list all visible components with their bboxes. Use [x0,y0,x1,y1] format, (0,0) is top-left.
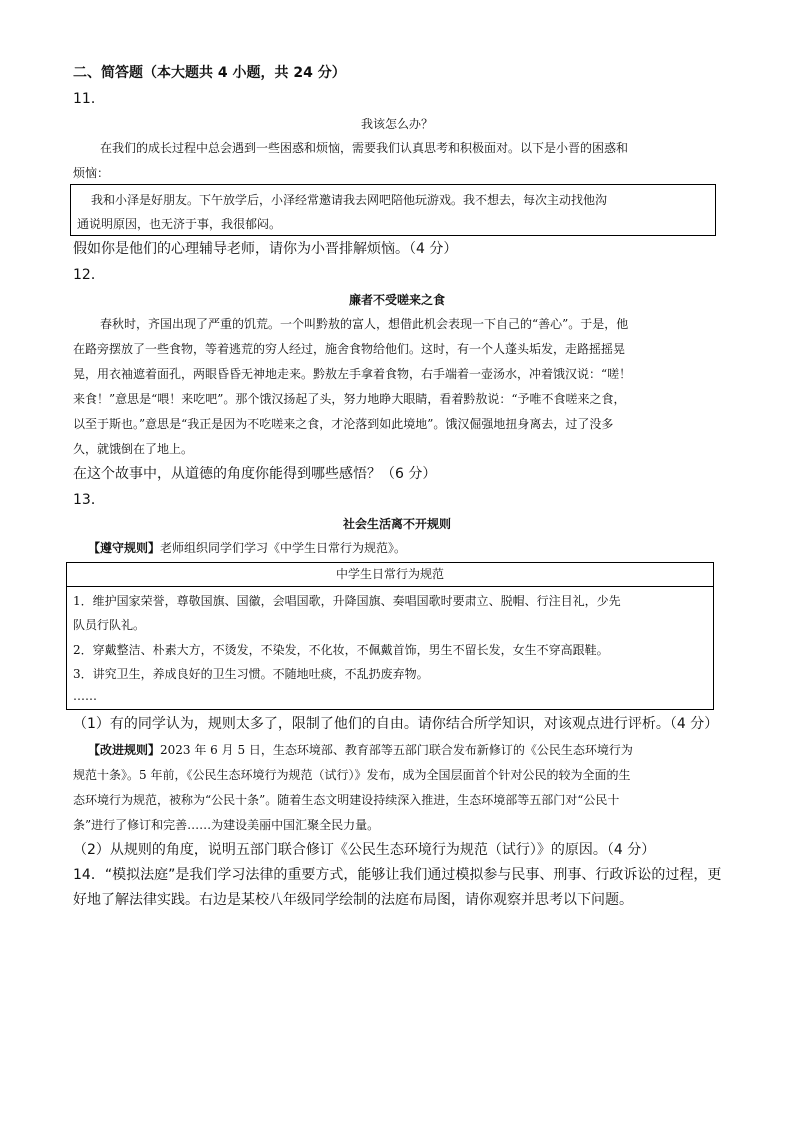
q11-question: 假如你是他们的心理辅导老师，请你为小晋排解烦恼。（4 分） [73,241,458,257]
q12-story-line-3: 晃，用衣袖遮着面孔，两眼昏昏无神地走来。黔敖左手拿着食物，右手端着一壶汤水，冲着饿汉说：“嗟！ [73,367,632,381]
q13-rule2-line-1 [88,744,633,756]
q13-subquestion-1: （1）有的同学认为，规则太多了，限制了他们的自由。请你结合所学知识，对该观点进行评析。（4 分） [73,716,719,732]
section-title: 二、简答题（本大题共 4 小题，共 24 分） [73,65,346,81]
q13-title: 社会生活离不开规则 [342,517,451,531]
q11-intro-line-2: 烦恼： [73,166,110,180]
q13-rule2-line-2: 规范十条》。5 年前，《公民生态环境行为规范（试行）》发布，成为全国层面首个针对公民的较为全面的生 [73,768,631,782]
q11-box-line-2: 通说明原因，也无济于事，我很郁闷。 [77,217,282,231]
q13-rule1-tag: 【遵守规则】 [88,541,161,555]
q14-line-2: 好地了解法律实践。右边是某校八年级同学绘制的法庭布局图，请你观察并思考以下问题。 [73,892,633,908]
q12-question: 在这个故事中，从道德的角度你能得到哪些感悟？（6 分） [73,466,437,482]
q13-rules-table [66,562,714,710]
q13-table-item-1: 1．维护国家荣誉，尊敬国旗、国徽，会唱国歌，升降国旗、奏唱国歌时要肃立、脱帽、行注目礼，少先 [73,594,621,608]
q13-rule2-line-4: 条”进行了修订和完善……为建设美丽中国汇聚全民力量。 [73,818,380,832]
q11-box-line-1: 我和小泽是好朋友。下午放学后，小泽经常邀请我去网吧陪他玩游戏。我不想去，每次主动找他沟 [91,193,608,207]
q13-rule2-line-3: 态环境行为规范，被称为“公民十条”。随着生态文明建设持续深入推进，生态环境部等五部门对“公民十 [73,793,620,807]
q13-table-item-3: 3．讲究卫生，养成良好的卫生习惯。不随地吐痰，不乱扔废弃物。 [73,667,429,681]
q13-table-ellipsis: …… [73,689,97,703]
q14-line-1: 14．“模拟法庭”是我们学习法律的重要方式，能够让我们通过模拟参与民事、刑事、行政诉讼的过程，更 [73,867,722,883]
q13-table-item-1-cont: 队员行队礼。 [73,618,146,632]
q13-rule1-text: 老师组织同学们学习《中学生日常行为规范》。 [160,541,407,555]
q12-story-line-1: 春秋时，齐国出现了严重的饥荒。一个叫黔敖的富人，想借此机会表现一下自己的“善心”。于是，他 [100,317,629,331]
q12-story-line-5: 以至于斯也。”意思是“我正是因为不吃嗟来之食，才沦落到如此境地”。饿汉倔强地扭身离去，过了没多 [73,417,614,431]
q12-number: 12． [73,267,105,283]
q11-number: 11． [73,91,105,107]
q12-title: 廉者不受嗟来之食 [348,293,445,307]
q11-title: 我该怎么办？ [360,117,433,131]
q13-number: 13． [73,492,105,508]
q13-table-item-2: 2．穿戴整洁、朴素大方，不烫发，不染发，不化妆，不佩戴首饰，男生不留长发，女生不穿高跟鞋。 [73,643,609,657]
q13-subquestion-2: （2）从规则的角度，说明五部门联合修订《公民生态环境行为规范（试行）》的原因。（4 分） [73,842,656,858]
q12-story-line-4: 来食！”意思是“喂！来吃吧”。那个饿汉扬起了头，努力地睁大眼睛，看着黔敖说：“予唯不食嗟来之食， [73,392,626,406]
q11-intro-line-1: 在我们的成长过程中总会遇到一些困惑和烦恼，需要我们认真思考和积极面对。以下是小晋的困惑和 [100,141,629,155]
q13-table-title: 中学生日常行为规范 [335,567,444,581]
q12-story-line-2: 在路旁摆放了一些食物，等着逃荒的穷人经过，施舍食物给他们。这时，有一个人蓬头垢发，走路摇摇晃 [73,342,626,356]
q12-story-line-6: 久，就饿倒在了地上。 [73,442,194,456]
q13-table-header-divider [66,586,714,587]
q13-rule2-text: 2023 年 6 月 5 日，生态环境部、教育部等五部门联合发布新修订的《公民生态环境行为 [160,743,633,757]
q13-rule1 [88,542,406,554]
q13-rule2-tag: 【改进规则】 [88,743,161,757]
